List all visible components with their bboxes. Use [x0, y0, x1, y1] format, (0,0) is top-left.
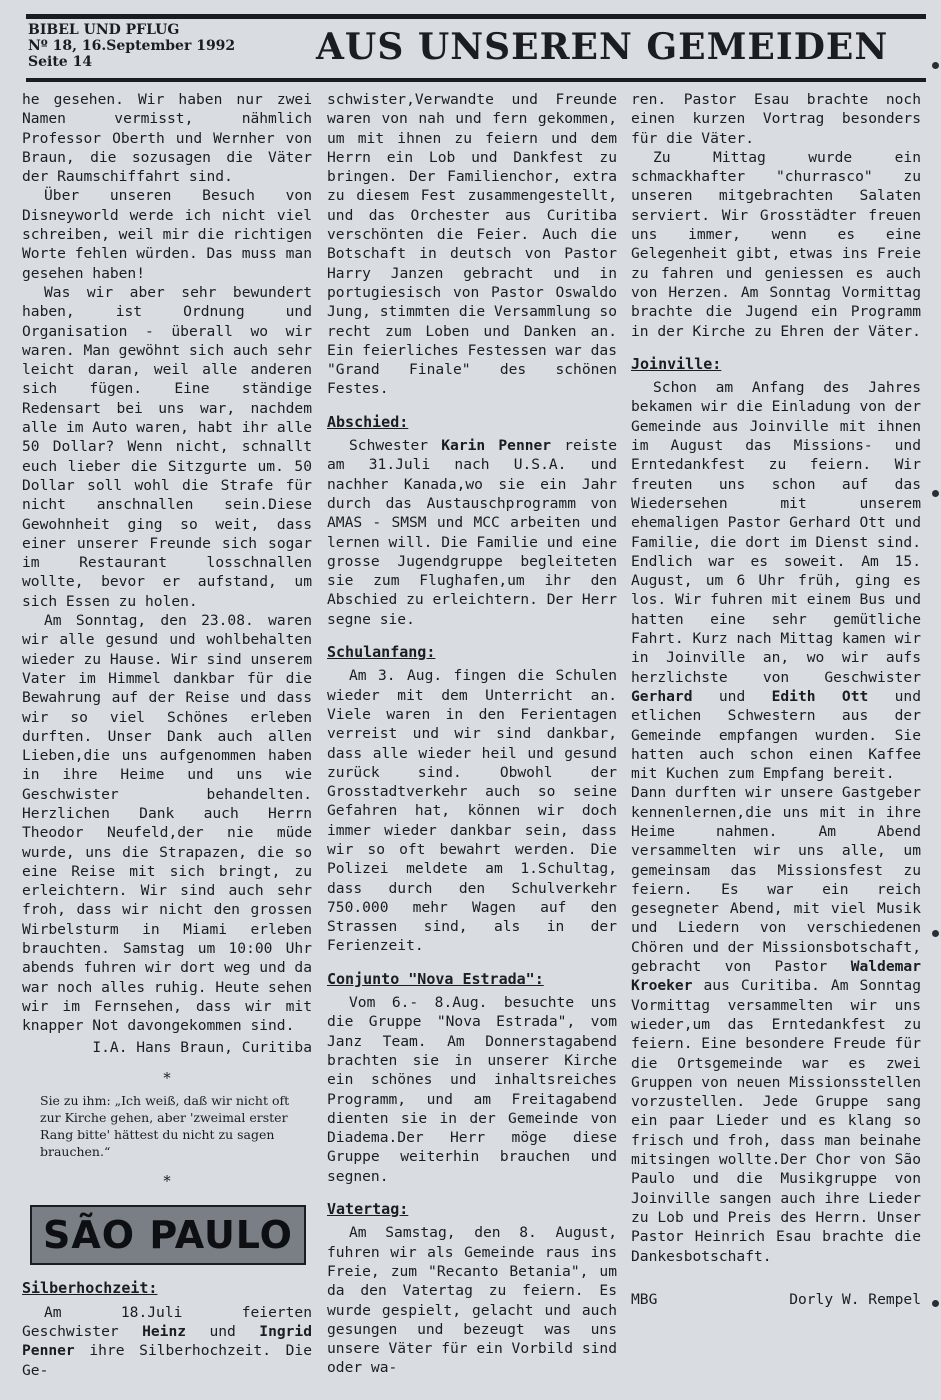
paragraph: Am 3. Aug. fingen die Schulen wieder mit dem Unterricht an. Viele waren in den Ferientagen verreist und wir sind dankbar, dass alle wieder heil und gesund zurück sind. Obwohl der Grosstadtverkehr auch so seine Gefahren hat, können wir doch immer wieder dankbar sein, dass wir so oft bewahrt werden. Die Polizei meldete am 1.Schultag, dass durch den Schulverkehr 750.000 mehr Wagen auf den Strassen sind, als in der Ferienzeit.	[327, 667, 617, 955]
bold-name: Ingrid Penner	[22, 1323, 312, 1360]
paragraph: schwister,Verwandte und Freunde waren von nah und fern gekommen, um mit ihnen zu feiern und dem Herrn ein Lob und Dankfest zu bringen. Der Familienchor, extra zu diesem Fest zusammengestellt, und das Orchester aus Curitiba verschönten die Feier. Auch die Botschaft in deutsch von Pastor Harry Janzen gebracht und in portugiesisch von Pastor Oswaldo Jung, stimmten die Versammlung so recht zum Loben und Danken an. Ein feierliches Festessen war das "Grand Finale" des schönen Festes.	[327, 91, 617, 398]
paragraph: ren. Pastor Esau brachte noch einen kurzen Vortrag besonders für die Väter.	[631, 91, 921, 147]
text-run: reiste am 31.Juli nach U.S.A. und nachher Kanada,wo sie ein Jahr durch das Austauschprogramm von AMAS - SMSM und MCC arbeiten und lernen will. Die Familie und eine grosse Jugendgruppe begleiteten sie zum Flughafen,um ihr den Abschied zu erleichtern. Der Herr segne sie.	[327, 437, 617, 628]
text-run: aus Curitiba. Am Sonntag Vormittag versammelten wir uns wieder,um das Erntedankfest zu feiern. Eine besondere Freude für die Ortsgemeinde war es zwei Gruppen von neuen Missionsstellen vorzustellen. Jede Gruppe sang ein paar Lieder und es klang so frisch und froh, dass man beinahe mitsingen wollte.Der Chor von São Paulo und die Musikgruppe von Joinville sangen auch ihre Lieder zu Lob und Preis des Herrn. Unser Pastor Heinrich Esau brachte die Dankesbotschaft.	[631, 977, 921, 1265]
section-heading-silberhochzeit: Silberhochzeit:	[22, 1279, 158, 1298]
paragraph: Zu Mittag wurde ein schmackhafter "churrasco" zu unseren mitgebrachten Salaten serviert. Wir Grosstädter freuen uns immer, wenn es eine Gelegenheit gibt, etwas ins Freie zu fahren und geniessen es auch von Herzen. Am Sonntag Vormittag brachte die Jugend ein Programm in der Kirche zu Ehren der Väter.	[631, 148, 921, 340]
text-run: Schwester	[349, 437, 442, 455]
publication-name: BIBEL UND PFLUG	[28, 22, 180, 38]
page-number: Seite 14	[28, 54, 93, 70]
punch-hole	[932, 1300, 939, 1307]
city-banner: SÃO PAULO	[30, 1205, 306, 1265]
text-run: und etlichen Schwestern aus der Gemeinde empfangen wurden. Sie hatten auch schon einen Kaffee mit Kuchen zum Empfang bereit.	[631, 687, 921, 783]
section-title: AUS UNSEREN GEMEIDEN	[316, 26, 889, 68]
section-heading-schulanfang: Schulanfang:	[327, 643, 436, 662]
text-run: Am 18.Juli feierten Geschwister	[22, 1303, 312, 1341]
header-rule-bottom	[26, 78, 926, 82]
article-signature: I.A. Hans Braun, Curitiba	[92, 1038, 312, 1056]
section-heading-vatertag: Vatertag:	[327, 1200, 409, 1219]
text-run: Dann durften wir unsere Gastgeber kennenlernen,die uns mit in ihre Heime nahmen. Am Abend versammelten wir uns alle, um gemeinsam das Missionsfest zu feiern. Es war ein reich gesegneter Abend, mit viel Musik und Liedern von verschiedenen Chören und der Missionsbotschaft, gebracht von Pastor	[631, 784, 921, 976]
column-3	[631, 90, 921, 1309]
header-rule-top	[26, 14, 926, 19]
issue-meta	[28, 22, 235, 70]
section-heading-abschied: Abschied:	[327, 412, 409, 431]
paragraph: Was wir aber sehr bewundert haben, ist Ordnung und Organisation - überall wo wir waren. Man gewöhnt sich auch sehr leicht daran, weil alle anderen sich fügen. Eine ständige Redensart bei uns war, nachdem alle im Auto waren, habt ihr alle 50 Dollar? Wenn nicht, schnallt euch lieber die Sitzgurte um. 50 Dollar soll wohl die Strafe für nicht anschnallen sein.Diese Gewohnheit ging so weit, dass einer unserer Freunde sich sogar im Restaurant losschnallen wollte, bevor er aufstand, um sich Essen zu holen.	[22, 283, 312, 610]
text-run: und	[692, 687, 772, 705]
column-1	[22, 90, 312, 1380]
paragraph: Über unseren Besuch von Disneyworld werde ich nicht viel schreiben, weil mir die richtigen Worte fehlen würden. Das muss man gesehen haben!	[22, 187, 312, 282]
footer-source: MBG	[631, 1290, 658, 1308]
paragraph	[631, 783, 921, 1265]
issue-number: Nº 18, 16.September 1992	[28, 38, 236, 54]
article-footer	[631, 1290, 921, 1309]
bold-name: Edith Ott	[771, 687, 869, 705]
bold-name: Karin Penner	[441, 437, 552, 455]
paragraph	[631, 378, 921, 783]
punch-hole	[932, 62, 939, 69]
punch-hole	[932, 930, 939, 937]
paragraph	[22, 1303, 312, 1380]
paragraph: he gesehen. Wir haben nur zwei Namen vermisst, nähmlich Professor Oberth und Wernher von Braun, die sozusagen die Väter der Raumschiffahrt sind.	[22, 91, 312, 186]
section-heading-joinville: Joinville:	[631, 354, 722, 373]
punch-hole	[932, 490, 939, 497]
text-run: Schon am Anfang des Jahres bekamen wir die Einladung von der Gemeinde aus Joinville mit ihnen im August das Missions- und Erntedankfest zu feiern. Wir freuten uns schon auf das Wiedersehen mit unserem ehemaligen Pastor Gerhard Ott und Familie, die dort im Dienst sind. Endlich war es soweit. Am 15. August, um 6 Uhr früh, ging es los. Wir fuhren mit einem Bus und hatten eine sehr gemütliche Fahrt. Kurz nach Mittag kamen wir in Joinville an, wo wir aufs herzlichste von Geschwister	[631, 379, 921, 686]
bold-name: Waldemar Kroeker	[631, 958, 921, 995]
section-heading-conjunto: Conjunto "Nova Estrada":	[327, 969, 544, 988]
text-run: und	[186, 1323, 260, 1341]
column-2	[327, 90, 617, 1378]
footer-author: Dorly W. Rempel	[789, 1290, 921, 1308]
bold-name: Gerhard	[631, 687, 693, 705]
joke-quote: Sie zu ihm: „Ich weiß, daß wir nicht oft zur Kirche gehen, aber 'zweimal erster Rang bitte' hättest du nicht zu sagen brauchen.“	[40, 1093, 290, 1160]
paragraph: Vom 6.- 8.Aug. besuchte uns die Gruppe "Nova Estrada", vom Janz Team. Am Donnerstagabend brachten sie in unserer Kirche ein schönes und inhaltsreiches Programm, und am Freitagabend dienten sie in der Gemeinde von Diadema.Der Herr möge diese Gruppe weiterhin brauchen und segnen.	[327, 994, 617, 1185]
paragraph	[327, 436, 617, 629]
separator-star: *	[163, 1173, 171, 1191]
separator-star: *	[163, 1069, 171, 1087]
paragraph: Am Sonntag, den 23.08. waren wir alle gesund und wohlbehalten wieder zu Hause. Wir sind unserem Vater im Himmel dankbar für die Bewahrung auf der Reise und dass wir so viel Schönes erleben durften. Unser Dank auch allen Lieben,die uns aufgenommen haben in ihre Heime und uns wie Geschwister behandelten. Herzlichen Dank auch Herrn Theodor Neufeld,der nie müde wurde, uns die Strapazen, die so eine Reise mit sich bringt, zu erleichtern. Wir sind auch sehr froh, dass wir nicht den grossen Wirbelsturm in Miami erleben brauchten. Samstag um 10:00 Uhr abends fuhren wir dort weg und da war noch alles ruhig. Heute sehen wir im Fernsehen, dass wir mit knapper Not davongekommen sind.	[22, 612, 312, 1035]
paragraph: Am Samstag, den 8. August, fuhren wir als Gemeinde raus ins Freie, zum "Recanto Betania", um da den Vatertag zu feiern. Es wurde gespielt, gelacht und auch gesungen und bezeugt was uns unsere Väter für ein Vorbild sind oder wa-	[327, 1224, 617, 1377]
bold-name: Heinz	[142, 1323, 187, 1341]
text-run: ihre Silberhochzeit. Die Ge-	[22, 1342, 312, 1379]
